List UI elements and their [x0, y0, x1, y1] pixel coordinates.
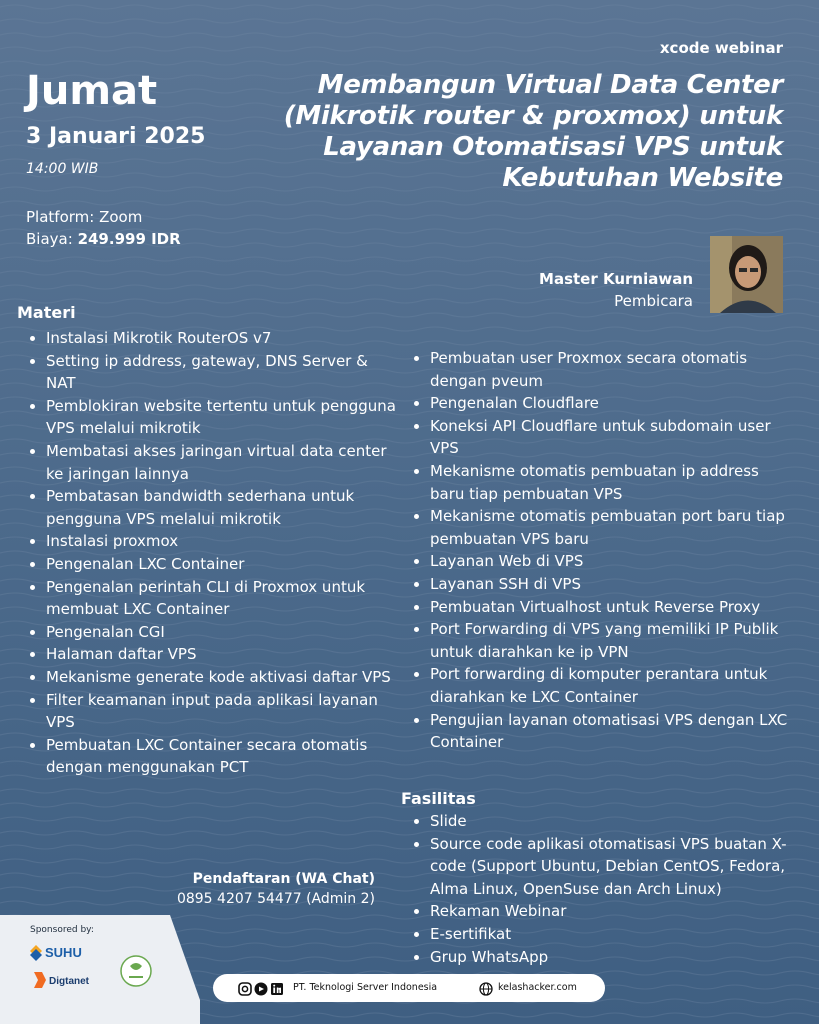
- speaker-photo: [710, 236, 783, 313]
- website-link[interactable]: kelashacker.com: [498, 982, 577, 993]
- company-name: PT. Teknologi Server Indonesia: [293, 982, 438, 993]
- materi-item: Filter keamanan input pada aplikasi layanan VPS: [26, 689, 398, 734]
- youtube-icon[interactable]: [255, 983, 268, 996]
- materi-item: Layanan Web di VPS: [410, 550, 798, 573]
- fasilitas-item: Grup WhatsApp: [410, 946, 798, 969]
- speaker-role: Pembicara: [614, 292, 693, 310]
- partner-seal-logo: [119, 954, 153, 988]
- materi-item: Koneksi API Cloudflare untuk subdomain user VPS: [410, 415, 798, 460]
- event-time: 14:00 WIB: [26, 161, 99, 177]
- materi-item: Port Forwarding di VPS yang memiliki IP Publik untuk diarahkan ke ip VPN: [410, 618, 798, 663]
- fee-value: 249.999 IDR: [77, 230, 181, 248]
- materi-item: Mekanisme generate kode aktivasi daftar VPS: [26, 666, 398, 689]
- materi-item: Pembatasan bandwidth sederhana untuk pengguna VPS melalui mikrotik: [26, 485, 398, 530]
- brand-label: xcode webinar: [659, 39, 783, 57]
- fasilitas-item: Source code aplikasi otomatisasi VPS buatan X-code (Support Ubuntu, Debian CentOS, Fedora, Alma Linux, OpenSuse dan Arch Linux): [410, 833, 798, 901]
- materi-item: Pengenalan perintah CLI di Proxmox untuk membuat LXC Container: [26, 576, 398, 621]
- registration-contact[interactable]: 0895 4207 54477 (Admin 2): [176, 891, 375, 907]
- fasilitas-item: E-sertifikat: [410, 923, 798, 946]
- materi-item: Halaman daftar VPS: [26, 643, 398, 666]
- materi-item: Port forwarding di komputer perantara untuk diarahkan ke LXC Container: [410, 663, 798, 708]
- fasilitas-heading: Fasilitas: [401, 789, 476, 808]
- social-icons: [238, 981, 286, 1000]
- materi-item: Pengenalan Cloudflare: [410, 392, 798, 415]
- materi-item: Setting ip address, gateway, DNS Server & NAT: [26, 350, 398, 395]
- event-day: Jumat: [26, 68, 158, 114]
- materi-heading: Materi: [17, 303, 76, 322]
- materi-item: Membatasi akses jaringan virtual data center ke jaringan lainnya: [26, 440, 398, 485]
- webinar-title: Membangun Virtual Data Center (Mikrotik router & proxmox) untuk Layanan Otomatisasi VPS untuk Kebutuhan Website: [283, 70, 783, 193]
- svg-text:Digtanet: Digtanet: [49, 976, 89, 987]
- materi-item: Pembuatan LXC Container secara otomatis dengan menggunakan PCT: [26, 734, 398, 779]
- event-date: 3 Januari 2025: [26, 124, 206, 149]
- materi-item: Mekanisme otomatis pembuatan port baru tiap pembuatan VPS baru: [410, 505, 798, 550]
- materi-item: Mekanisme otomatis pembuatan ip address baru tiap pembuatan VPS: [410, 460, 798, 505]
- fee-label: Biaya:: [26, 230, 73, 248]
- linkedin-icon[interactable]: [271, 983, 283, 995]
- fasilitas-list: [410, 810, 798, 968]
- materi-item: Pemblokiran website tertentu untuk pengguna VPS melalui mikrotik: [26, 395, 398, 440]
- speaker-name: Master Kurniawan: [539, 270, 693, 288]
- event-info: [26, 206, 181, 250]
- sponsor-heading: Sponsored by:: [30, 925, 94, 935]
- materi-item: Pembuatan user Proxmox secara otomatis dengan pveum: [410, 347, 798, 392]
- globe-icon: [479, 981, 493, 1000]
- materi-item: Instalasi proxmox: [26, 530, 398, 553]
- materi-list-left: [26, 327, 398, 779]
- materi-item: Instalasi Mikrotik RouterOS v7: [26, 327, 398, 350]
- materi-item: Pengenalan LXC Container: [26, 553, 398, 576]
- footer-bar: [213, 974, 605, 1002]
- platform-text: Platform: Zoom: [26, 208, 143, 226]
- fee-line: [26, 228, 181, 250]
- materi-item: Pembuatan Virtualhost untuk Reverse Proxy: [410, 596, 798, 619]
- materi-item: Pengenalan CGI: [26, 621, 398, 644]
- instagram-icon[interactable]: [239, 983, 251, 995]
- materi-item: Pengujian layanan otomatisasi VPS dengan LXC Container: [410, 709, 798, 754]
- digtanet-logo: [34, 970, 104, 990]
- fasilitas-item: Rekaman Webinar: [410, 900, 798, 923]
- fasilitas-item: Slide: [410, 810, 798, 833]
- materi-list-right: [410, 347, 798, 754]
- svg-text:SUHU: SUHU: [45, 945, 82, 960]
- registration-label: Pendaftaran (WA Chat): [192, 871, 375, 887]
- suhu-logo: [30, 941, 94, 965]
- materi-item: Layanan SSH di VPS: [410, 573, 798, 596]
